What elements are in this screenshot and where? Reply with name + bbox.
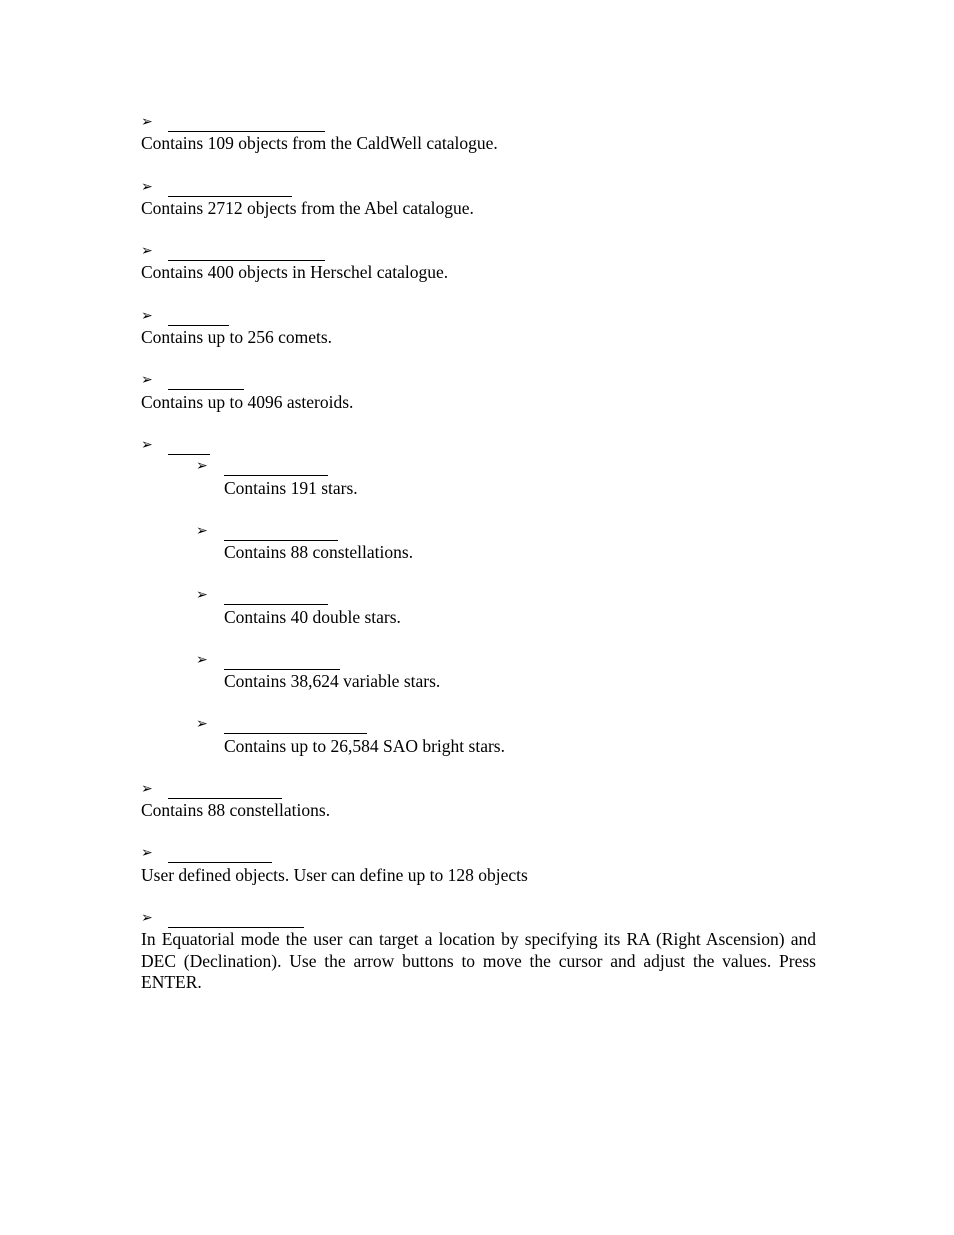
blank-title-line	[224, 733, 367, 734]
entry-description: Contains 191 stars.	[224, 478, 358, 498]
blank-title-line	[168, 454, 210, 455]
blank-title-line	[168, 325, 229, 326]
entry-description: Contains 38,624 variable stars.	[224, 671, 441, 691]
entry-description: Contains 88 constellations.	[141, 800, 331, 820]
entry-description: In Equatorial mode the user can target a location by specifying its RA (Right Ascension) and DEC (Declination). Use the arrow buttons to move the cursor and adjust the values. Press ENTER.	[141, 929, 816, 992]
bullet-arrow-icon: ➢	[196, 716, 208, 732]
entry-description: Contains 40 double stars.	[224, 607, 401, 627]
bullet-arrow-icon: ➢	[141, 781, 153, 797]
blank-title-line	[168, 260, 325, 261]
blank-title-line	[224, 604, 328, 605]
bullet-arrow-icon: ➢	[141, 910, 153, 926]
blank-title-line	[168, 862, 272, 863]
blank-title-line	[168, 798, 282, 799]
blank-title-line	[168, 927, 304, 928]
bullet-arrow-icon: ➢	[196, 652, 208, 668]
bullet-arrow-icon: ➢	[141, 179, 153, 195]
bullet-arrow-icon: ➢	[196, 587, 208, 603]
entry-description: User defined objects. User can define up to 128 objects	[141, 865, 528, 885]
bullet-arrow-icon: ➢	[141, 437, 153, 453]
bullet-arrow-icon: ➢	[196, 458, 208, 474]
entry-description: Contains 400 objects in Herschel catalogue.	[141, 262, 449, 282]
bullet-arrow-icon: ➢	[141, 845, 153, 861]
blank-title-line	[224, 669, 340, 670]
bullet-arrow-icon: ➢	[141, 308, 153, 324]
blank-title-line	[168, 196, 292, 197]
entry-description: Contains up to 26,584 SAO bright stars.	[224, 736, 505, 756]
entry-description: Contains 2712 objects from the Abel catalogue.	[141, 198, 474, 218]
entry-description: Contains 109 objects from the CaldWell catalogue.	[141, 133, 498, 153]
entry-description: Contains 88 constellations.	[224, 542, 414, 562]
blank-title-line	[224, 540, 338, 541]
entry-description: Contains up to 4096 asteroids.	[141, 392, 354, 412]
bullet-arrow-icon: ➢	[141, 114, 153, 130]
blank-title-line	[168, 389, 244, 390]
blank-title-line	[224, 475, 328, 476]
bullet-arrow-icon: ➢	[196, 523, 208, 539]
bullet-arrow-icon: ➢	[141, 243, 153, 259]
bullet-arrow-icon: ➢	[141, 372, 153, 388]
entry-description: Contains up to 256 comets.	[141, 327, 333, 347]
blank-title-line	[168, 131, 325, 132]
